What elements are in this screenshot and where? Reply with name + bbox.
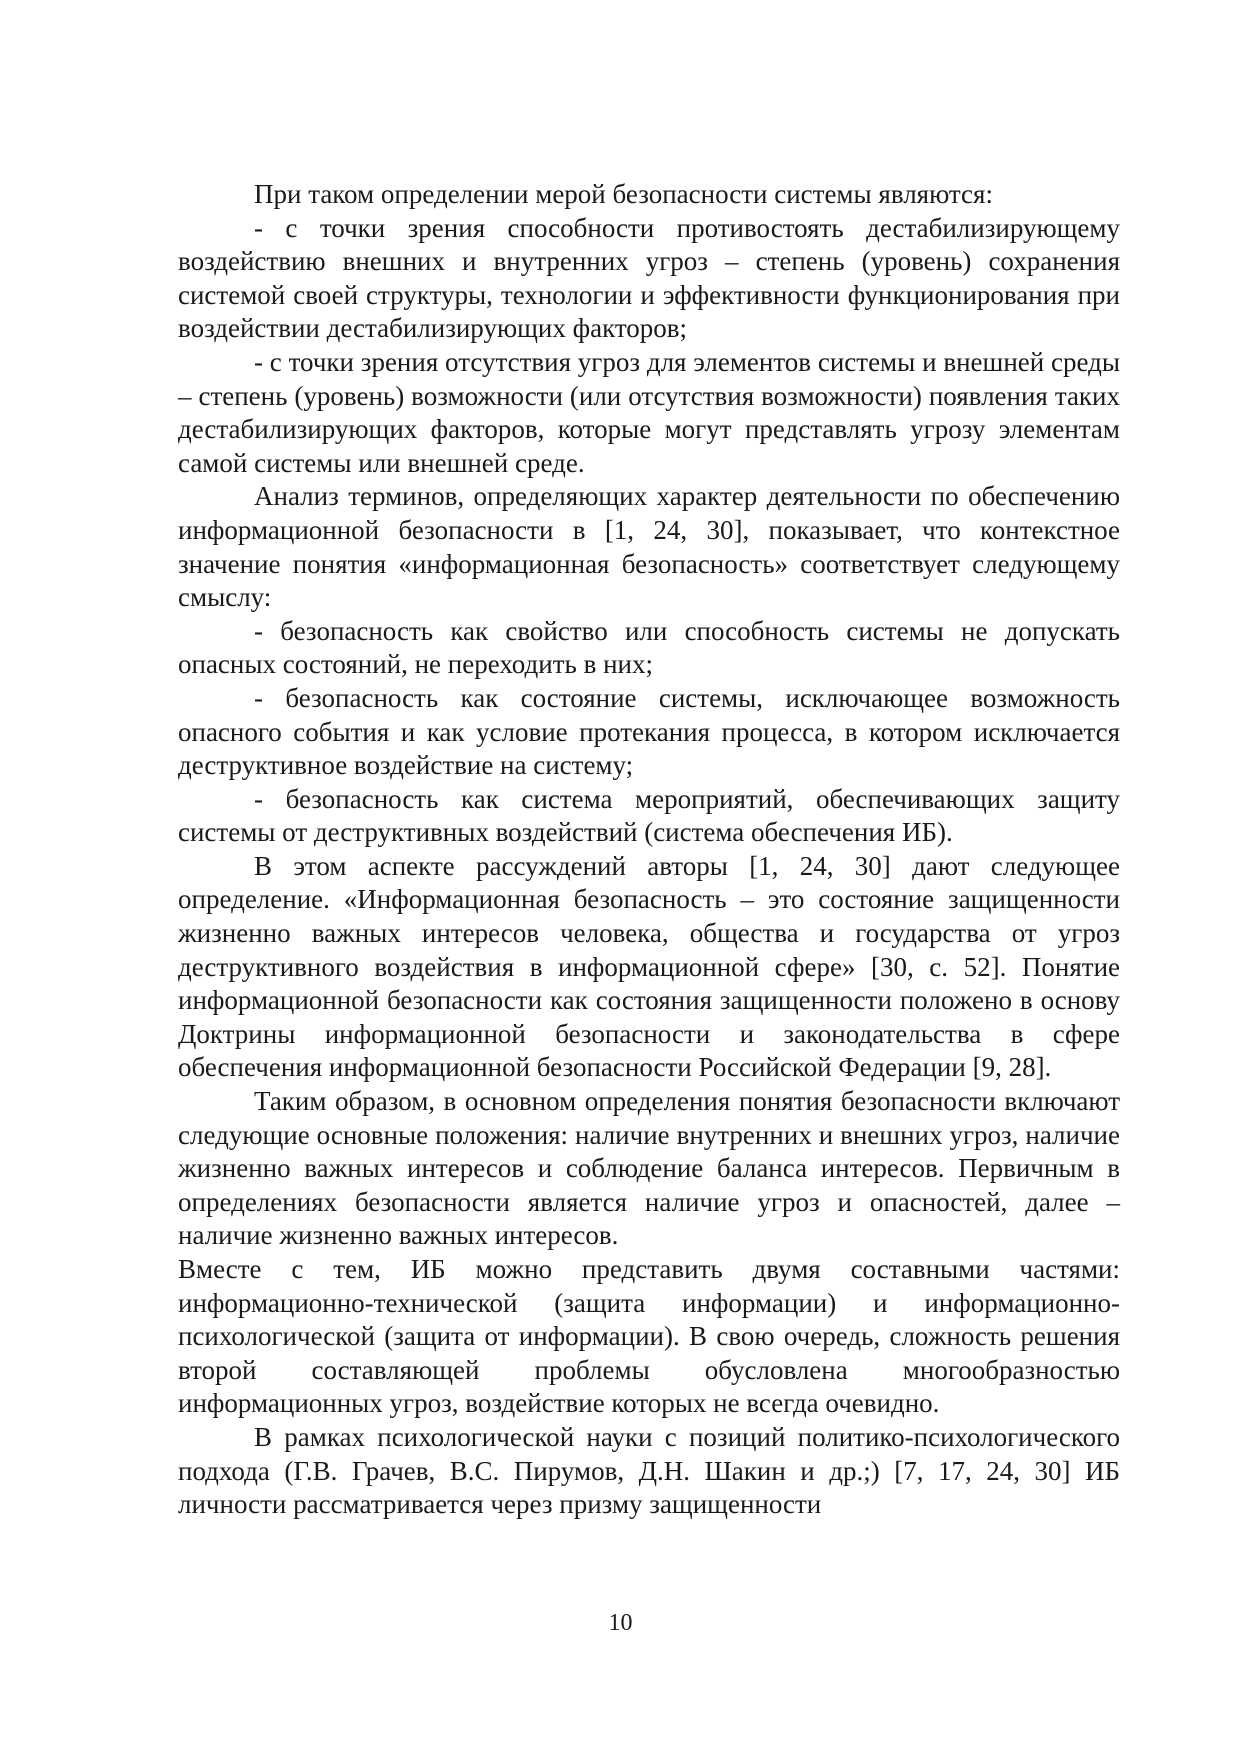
paragraph-measure-absence-of-threats: - с точки зрения отсутствия угроз для элементов системы и внешней среды – степень (уровень) возможности (или отсутствия возможности) появления таких дестабилизирующих факторов, которые могут представлять угрозу элементам самой системы или внешней среде.	[178, 346, 1120, 478]
page-number: 10	[608, 1610, 633, 1636]
paragraph-definition: В этом аспекте рассуждений авторы [1, 24, 30] дают следующее определение. «Информационная безопасность – это состояние защищенности жизненно важных интересов человека, общества и государства от угроз деструктивного воздействия в информационной сфере» [30, с. 52]. Понятие информационной безопасности как состояния защищенности положено в основу Доктрины информационной безопасности и законодательства в сфере обеспечения информационной безопасности Российской Федерации [9, 28].	[178, 850, 1120, 1083]
paragraph-security-as-property: - безопасность как свойство или способность системы не допускать опасных состояний, не переходить в них;	[178, 615, 1120, 680]
paragraph-security-as-state: - безопасность как состояние системы, исключающее возможность опасного события и как условие протекания процесса, в котором исключается деструктивное воздействие на систему;	[178, 682, 1120, 781]
paragraph-conclusion: Таким образом, в основном определения понятия безопасности включают следующие основные положения: наличие внутренних и внешних угроз, наличие жизненно важных интересов и соблюдение баланса интересов. Первичным в определениях безопасности является наличие угроз и опасностей, далее – наличие жизненно важных интересов.	[178, 1086, 1120, 1251]
paragraph-security-as-system: - безопасность как система мероприятий, обеспечивающих защиту системы от деструктивных воздействий (система обеспечения ИБ).	[178, 783, 1120, 848]
paragraph-psychological-approach: В рамках психологической науки с позиций политико-психологического подхода (Г.В. Грачев, В.С. Пирумов, Д.Н. Шакин и др.;) [7, 17, 24, 30] ИБ личности рассматривается через призму защищенности	[178, 1421, 1120, 1520]
document-body	[178, 178, 1120, 1522]
paragraph-terms-analysis: Анализ терминов, определяющих характер деятельности по обеспечению информационной безопасности в [1, 24, 30], показывает, что контекстное значение понятия «информационная безопасность» соответствует следующему смыслу:	[178, 481, 1120, 613]
paragraph-two-components: Вместе с тем, ИБ можно представить двумя составными частями: информационно-технической (защита информации) и информационно-психологической (защита от информации). В свою очередь, сложность решения второй составляющей проблемы обусловлена многообразностью информационных угроз, воздействие которых не всегда очевидно.	[178, 1254, 1120, 1419]
paragraph-measure-resistance: - с точки зрения способности противостоять дестабилизирующему воздействию внешних и внутренних угроз – степень (уровень) сохранения системой своей структуры, технологии и эффективности функционирования при воздействии дестабилизирующих факторов;	[178, 212, 1120, 344]
paragraph-security-measures-intro: При таком определении мерой безопасности системы являются:	[254, 179, 993, 209]
